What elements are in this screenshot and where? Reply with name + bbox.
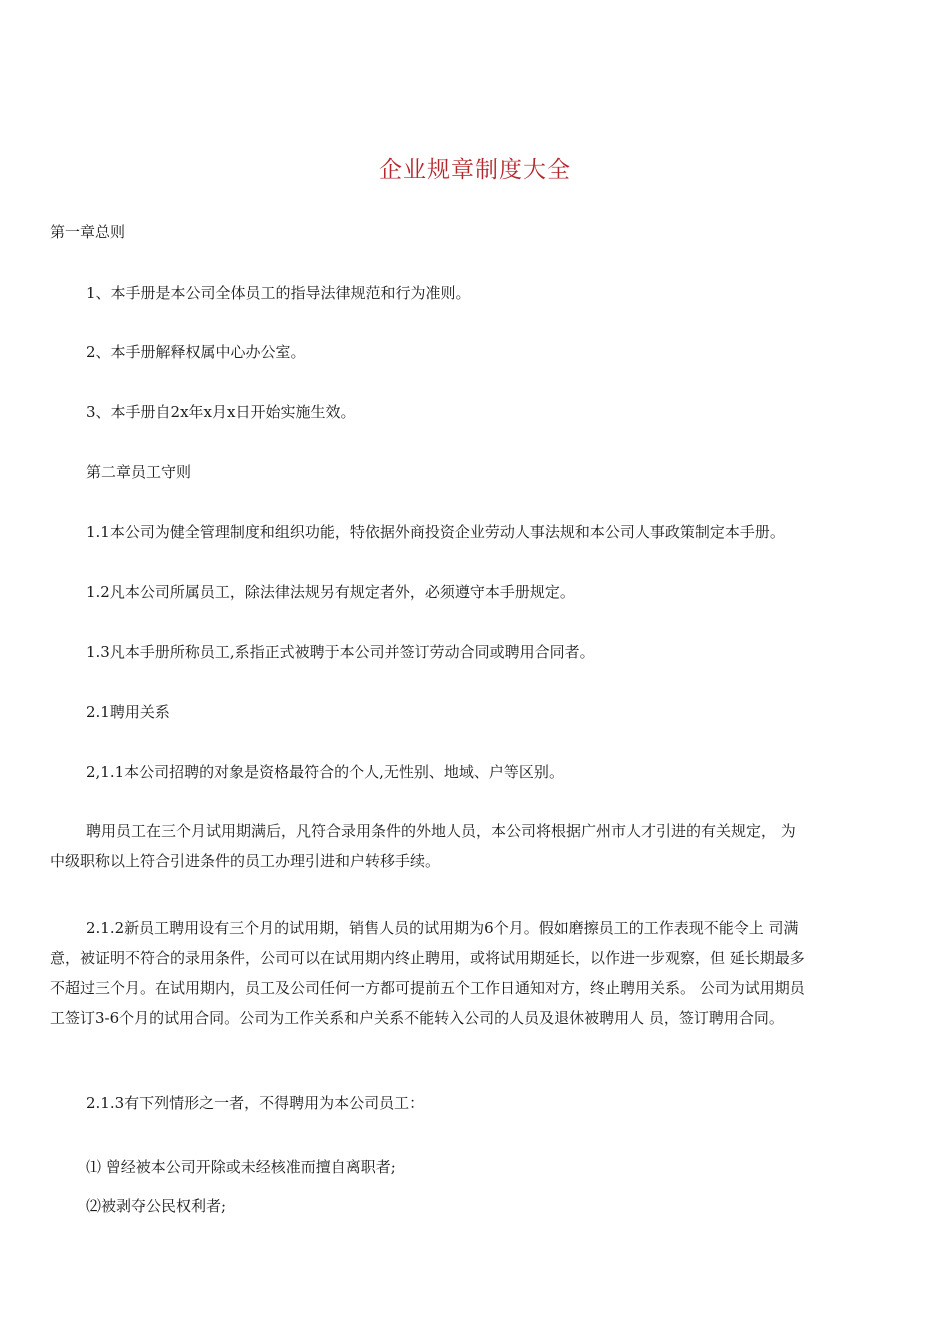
- paragraph-line: 中级职称以上符合引进条件的员工办理引进和户转移手续。: [50, 852, 441, 870]
- list-item-2: ⑵被剥夺公民权利者;: [86, 1197, 227, 1215]
- clause-1-2: 1.2凡本公司所属员工，除法律法规另有规定者外，必须遵守本手册规定。: [86, 583, 575, 601]
- paragraph-line: 2.1.2新员工聘用设有三个月的试用期，销售人员的试用期为6个月。假如磨擦员工的工作表现不能令上 司满: [86, 919, 799, 937]
- clause-3: 3、本手册自2x年x月x日开始实施生效。: [86, 403, 356, 421]
- clause-1-3: 1.3凡本手册所称员工,系指正式被聘于本公司并签订劳动合同或聘用合同者。: [86, 643, 595, 661]
- paragraph-line: 工签订3-6个月的试用合同。公司为工作关系和户关系不能转入公司的人员及退休被聘用人 员，签订聘用合同。: [50, 1009, 784, 1027]
- clause-1: 1、本手册是本公司全体员工的指导法律规范和行为准则。: [86, 284, 471, 302]
- paragraph-line: 不超过三个月。在试用期内，员工及公司任何一方都可提前五个工作日通知对方，终止聘用关系。 公司为试用期员: [50, 979, 805, 997]
- section-2-1-heading: 2.1聘用关系: [86, 703, 170, 721]
- clause-1-1: 1.1本公司为健全管理制度和组织功能，特依据外商投资企业劳动人事法规和本公司人事政策制定本手册。: [86, 523, 785, 541]
- chapter-1-heading: 第一章总则: [50, 223, 126, 241]
- paragraph-2-1-2: [50, 913, 908, 1033]
- clause-2: 2、本手册解释权属中心办公室。: [86, 343, 306, 361]
- document-title: 企业规章制度大全: [379, 157, 571, 183]
- paragraph-probation-transfer: [50, 816, 908, 876]
- paragraph-line: 意，被证明不符合的录用条件，公司可以在试用期内终止聘用，或将试用期延长，以作进一步观察，但 延长期最多: [50, 949, 805, 967]
- clause-2-1-1: 2,1.1本公司招聘的对象是资格最符合的个人,无性别、地域、户等区别。: [86, 763, 564, 781]
- chapter-2-heading: 第二章员工守则: [86, 463, 192, 481]
- list-item-1: ⑴ 曾经被本公司开除或未经核准而擅自离职者;: [86, 1158, 396, 1176]
- paragraph-line: 聘用员工在三个月试用期满后，凡符合录用条件的外地人员，本公司将根据广州市人才引进的有关规定， 为: [86, 822, 796, 840]
- clause-2-1-3: 2.1.3有下列情形之一者，不得聘用为本公司员工：: [86, 1094, 425, 1112]
